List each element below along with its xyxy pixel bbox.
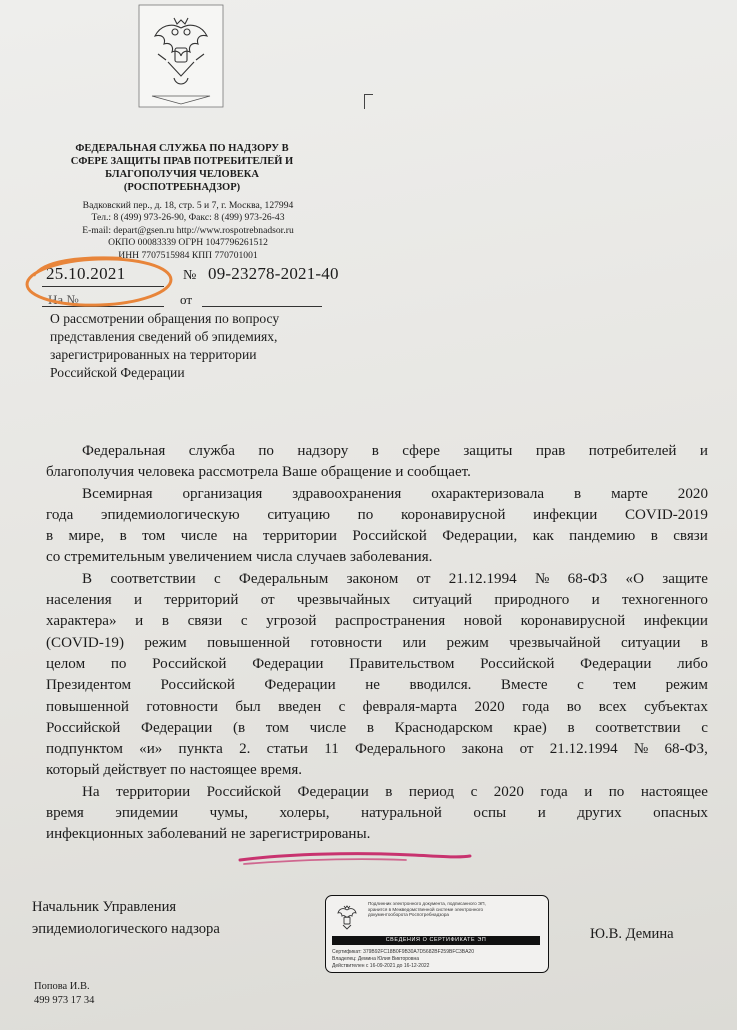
body-line: характера» и в связи с угрозой распространения новой коронавирусной инфекции <box>46 613 708 630</box>
body-line: в мире, в том числе на территории Российской Федерации, как пандемию в связи <box>46 528 708 545</box>
body-line: целом по Российской Федерации Правительством Российской Федерации либо <box>46 655 708 672</box>
number-label: № <box>183 268 197 283</box>
signer-title-line: эпидемиологического надзора <box>32 921 220 937</box>
registration-date: 25.10.2021 <box>46 264 126 283</box>
letter-body <box>46 441 708 846</box>
org-line: (РОСПОТРЕБНАДЗОР) <box>123 182 241 193</box>
coat-of-arms-emblem <box>138 4 224 108</box>
subject-line: О рассмотрении обращения по вопросу <box>50 311 280 326</box>
signer-title-line: Начальник Управления <box>32 899 177 915</box>
body-line: повышенной готовности был введен с февраля-марта 2020 года во всех субъектах <box>46 698 708 715</box>
body-line: который действует по настоящее время. <box>46 762 303 779</box>
body-line: благополучия человека рассмотрела Ваше обращение и сообщает. <box>46 464 471 481</box>
body-line: На территории Российской Федерации в период с 2020 года и по настоящее <box>82 783 708 800</box>
stamp-description <box>368 901 542 918</box>
organization-address <box>38 200 338 262</box>
electronic-signature-stamp <box>325 895 549 973</box>
executor-name: Попова И.В. <box>34 981 90 992</box>
body-line: Всемирная организация здравоохранения охарактеризовала в марте 2020 <box>82 485 708 502</box>
reference-number-label: На № <box>48 292 79 307</box>
executor-phone: 499 973 17 34 <box>34 995 95 1006</box>
body-line: года эпидемиологическую ситуацию по коронавирусной инфекции COVID-2019 <box>46 506 708 523</box>
body-line: Федеральная служба по надзору в сфере защиты прав потребителей и <box>82 443 708 459</box>
stamp-description-line: Подлинник электронного документа, подписанного ЭП, <box>368 901 486 906</box>
stamp-emblem-icon <box>334 902 360 932</box>
subject-line: представления сведений об эпидемиях, <box>50 329 278 344</box>
org-line: ФЕДЕРАЛЬНАЯ СЛУЖБА ПО НАДЗОРУ В <box>75 143 289 154</box>
address-corner-mark <box>364 94 373 109</box>
reference-date-line <box>202 306 322 307</box>
certificate-serial: Сертификат: 379B92FC18B0F9B30A7D5682BF259BFC3BA20 <box>332 949 474 955</box>
handdrawn-underline-annotation <box>236 846 476 868</box>
subject-line: Российской Федерации <box>50 365 185 380</box>
body-line: (COVID-19) режим повышенной готовности или режим чрезвычайной ситуации в <box>46 634 708 651</box>
certificate-banner: СВЕДЕНИЯ О СЕРТИФИКАТЕ ЭП <box>332 936 540 945</box>
certificate-validity: Действителен с 16-09-2021 до 16-12-2022 <box>332 963 430 969</box>
body-line: подпунктом «и» пункта 2. статьи 11 Федерального закона от 21.12.1994 № 68-ФЗ, <box>46 741 708 758</box>
org-line: СФЕРЕ ЗАЩИТЫ ПРАВ ПОТРЕБИТЕЛЕЙ И <box>70 156 294 167</box>
signer-title <box>32 896 220 940</box>
address-line: E-mail: depart@gsen.ru http://www.rospotrebnadsor.ru <box>82 224 294 236</box>
body-line: Российской Федерации (в том числе в Краснодарском крае) в соответствии с <box>46 719 708 736</box>
address-line: Вадковский пер., д. 18, стр. 5 и 7, г. Москва, 127994 <box>82 200 294 211</box>
stamp-description-line: документооборота Роспотребнадзора <box>368 912 449 918</box>
address-line: ИНН 7707515984 КПП 770701001 <box>118 249 258 261</box>
date-circle-annotation <box>22 254 178 314</box>
address-line: Тел.: 8 (499) 973-26-90, Факс: 8 (499) 973-26-43 <box>91 212 285 224</box>
body-line: инфекционных заболеваний не зарегистрированы. <box>46 826 371 843</box>
stamp-description-line: хранится в Межведомственной системе электронного <box>368 906 484 912</box>
body-line: со стремительным увеличением числа случаев заболевания. <box>46 549 433 566</box>
body-line: населения и территорий от чрезвычайных ситуаций природного и техногенного <box>46 592 708 609</box>
org-line: БЛАГОПОЛУЧИЯ ЧЕЛОВЕКА <box>105 169 259 180</box>
address-line: ОКПО 00083339 ОГРН 1047796261512 <box>108 237 268 249</box>
letter-subject <box>50 310 350 382</box>
body-line: В соответствии с Федеральным законом от 21.12.1994 № 68-ФЗ «О защите <box>82 570 708 587</box>
reference-date-label: от <box>180 292 193 307</box>
subject-line: зарегистрированных на территории <box>50 347 257 362</box>
signer-name: Ю.В. Демина <box>590 926 674 942</box>
organization-header <box>32 142 332 194</box>
certificate-owner: Владелец: Демина Юлия Викторовна <box>332 956 420 962</box>
executor-info <box>34 980 94 1008</box>
registration-number: 09-23278-2021-40 <box>208 264 339 283</box>
body-line: Президентом Российской Федерации не вводился. Вместе с тем режим <box>46 677 708 694</box>
body-line: время эпидемии чумы, холеры, натуральной оспы и других опасных <box>46 805 708 822</box>
